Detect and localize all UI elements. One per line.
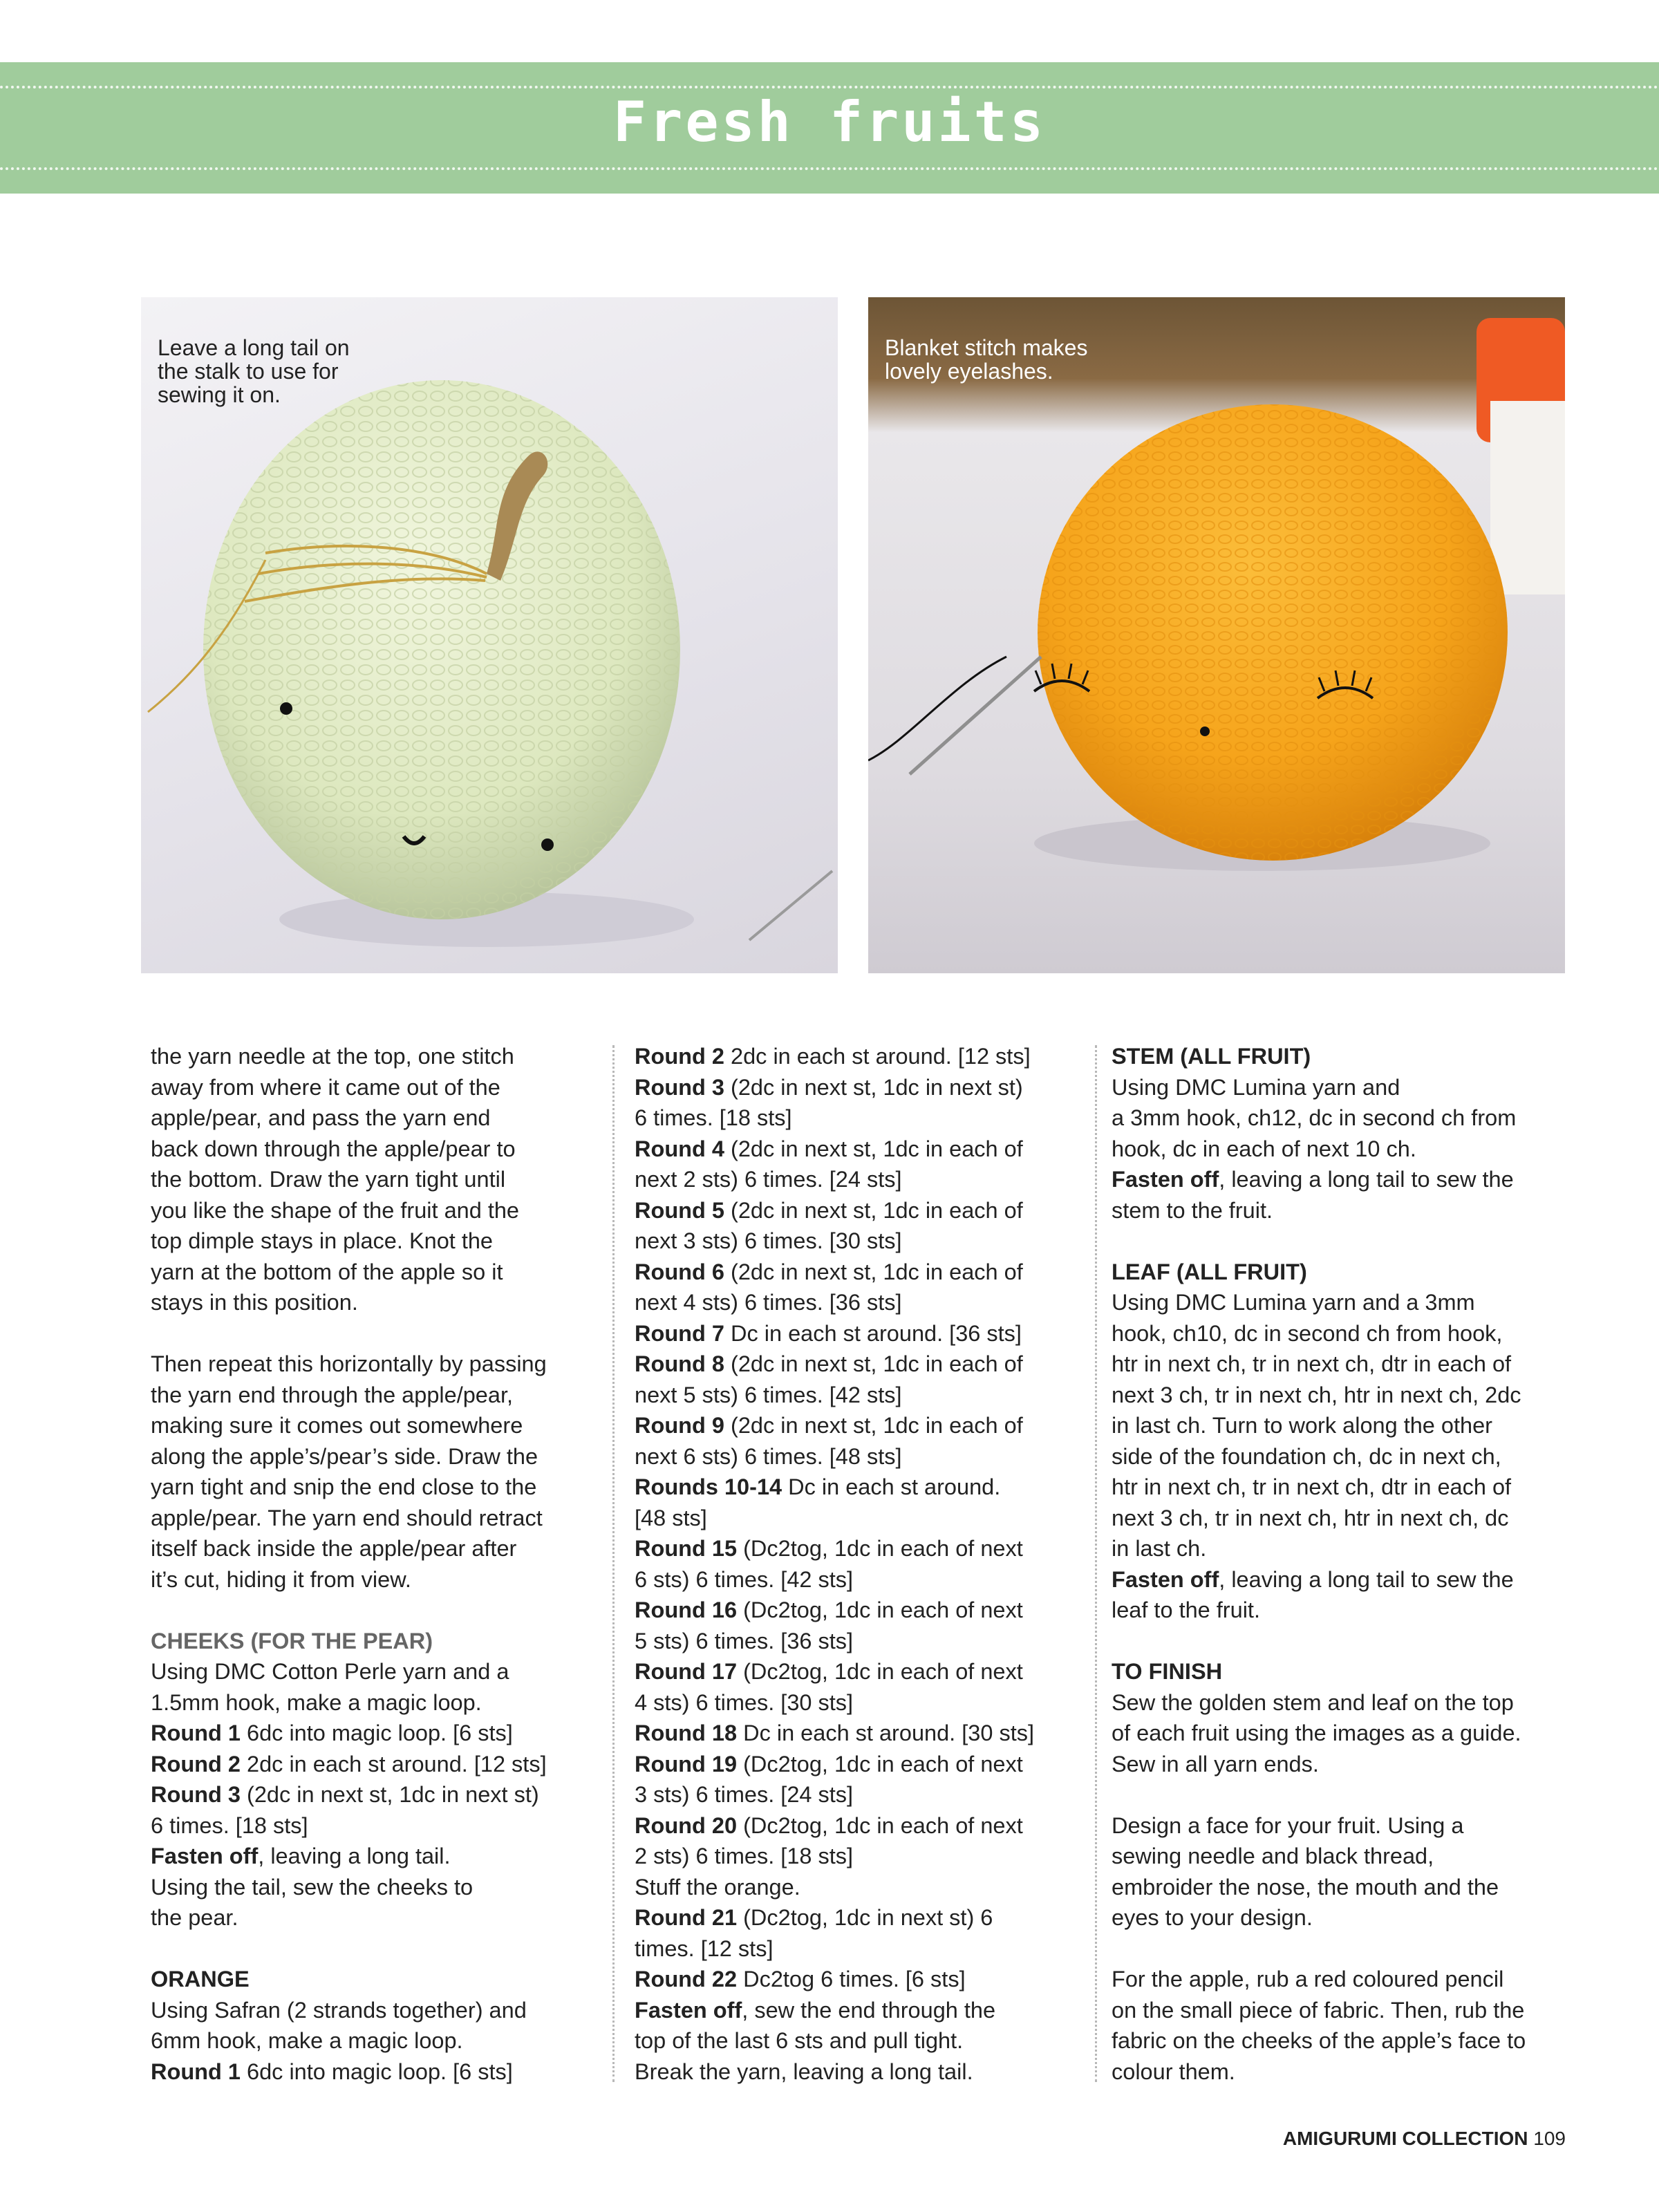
round-instruction: Dc in each st around. <box>782 1474 1001 1499</box>
text-column-2 <box>635 1041 1077 2087</box>
text-line: stays in this position. <box>151 1290 358 1315</box>
text-line: the yarn end through the apple/pear, <box>151 1382 514 1407</box>
round-label: Round 9 <box>635 1413 724 1438</box>
text-column-3 <box>1112 1041 1568 2087</box>
text-line: the pear. <box>151 1905 238 1930</box>
pattern-round <box>635 1810 1077 1841</box>
round-label: Round 17 <box>635 1659 738 1684</box>
round-instruction: Dc in each st around. [30 sts] <box>737 1721 1035 1745</box>
round-instruction: Dc2tog 6 times. [6 sts] <box>737 1967 966 1991</box>
text-line: Using DMC Cotton Perle yarn and a <box>151 1659 509 1684</box>
text-line: Then repeat this horizontally by passing <box>151 1351 547 1376</box>
page-footer <box>1283 2128 1566 2150</box>
pattern-round <box>635 1533 1077 1564</box>
text-line: apple/pear, and pass the yarn end <box>151 1105 491 1130</box>
text-line: it’s cut, hiding it from view. <box>151 1566 411 1592</box>
round-label: Round 4 <box>635 1136 724 1161</box>
pattern-round <box>635 1318 1077 1349</box>
pattern-round <box>151 1749 593 1780</box>
pattern-round <box>1112 1564 1568 1595</box>
text-line: htr in next ch, tr in next ch, dtr in each of <box>1112 1474 1512 1499</box>
round-instruction: (Dc2tog, 1dc in each of next <box>737 1536 1023 1561</box>
black-thread <box>868 657 1006 760</box>
paragraph <box>1112 1964 1568 2087</box>
text-line: 6 times. [18 sts] <box>151 1812 308 1838</box>
text-line: you like the shape of the fruit and the <box>151 1197 519 1223</box>
section-heading: ORANGE <box>151 1967 250 1991</box>
apple-knit-texture <box>203 380 680 919</box>
round-instruction: 6dc into magic loop. [6 sts] <box>240 1721 513 1745</box>
page-number: 109 <box>1533 2128 1566 2149</box>
paragraph <box>1112 1810 1568 1933</box>
text-line: For the apple, rub a red coloured pencil <box>1112 1967 1504 1991</box>
apple-eye-left <box>280 702 292 715</box>
orange-illustration <box>868 297 1565 973</box>
text-line: stem to the fruit. <box>1112 1197 1273 1223</box>
text-line: next 3 ch, tr in next ch, htr in next ch, dc <box>1112 1505 1509 1530</box>
pattern-round <box>635 1410 1077 1441</box>
text-line: 5 sts) 6 times. [36 sts] <box>635 1628 854 1653</box>
text-line: hook, dc in each of next 10 ch. <box>1112 1136 1416 1161</box>
text-line: next 5 sts) 6 times. [42 sts] <box>635 1382 902 1407</box>
text-line: 2 sts) 6 times. [18 sts] <box>635 1844 854 1868</box>
orange-knit-texture <box>1038 404 1508 861</box>
text-line: next 4 sts) 6 times. [36 sts] <box>635 1290 902 1315</box>
round-label: Round 22 <box>635 1967 738 1991</box>
caption-line: Leave a long tail on <box>158 335 350 360</box>
text-line: next 3 sts) 6 times. [30 sts] <box>635 1228 902 1253</box>
pattern-round <box>635 1718 1077 1749</box>
pattern-round <box>635 1041 1077 1072</box>
column-divider <box>612 1045 615 2082</box>
pattern-round <box>635 1656 1077 1687</box>
round-instruction: 6dc into magic loop. [6 sts] <box>240 2059 513 2084</box>
column-divider <box>1095 1045 1097 2082</box>
pattern-round <box>635 1995 1077 2026</box>
round-instruction: Dc in each st around. [36 sts] <box>724 1320 1022 1346</box>
round-label: Round 21 <box>635 1905 738 1930</box>
text-line: embroider the nose, the mouth and the <box>1112 1874 1499 1900</box>
orange-photo <box>868 297 1565 973</box>
magazine-name: AMIGURUMI COLLECTION <box>1282 2128 1528 2149</box>
text-line: of each fruit using the images as a guide. <box>1112 1721 1521 1745</box>
text-line: the yarn needle at the top, one stitch <box>151 1044 514 1069</box>
round-label: Round 2 <box>635 1044 724 1069</box>
round-instruction: (Dc2tog, 1dc in next st) 6 <box>737 1905 993 1930</box>
text-line: htr in next ch, tr in next ch, dtr in each of <box>1112 1351 1512 1376</box>
text-line: hook, ch10, dc in second ch from hook, <box>1112 1320 1503 1346</box>
text-line: side of the foundation ch, dc in next ch, <box>1112 1443 1501 1469</box>
title-banner <box>0 62 1659 194</box>
round-instruction: (Dc2tog, 1dc in each of next <box>737 1597 1023 1622</box>
paragraph <box>151 1041 593 1318</box>
orange-nose <box>1200 727 1210 736</box>
round-instruction: (Dc2tog, 1dc in each of next <box>737 1659 1023 1684</box>
banner-dotted-line-top <box>0 86 1659 88</box>
round-instruction: (Dc2tog, 1dc in each of next <box>737 1751 1023 1777</box>
paragraph <box>151 1349 593 1595</box>
apple-photo-caption <box>158 336 393 406</box>
text-line: colour them. <box>1112 2059 1235 2084</box>
text-line: Break the yarn, leaving a long tail. <box>635 2059 973 2084</box>
pattern-round <box>151 2056 593 2088</box>
text-line: times. [12 sts] <box>635 1936 774 1961</box>
text-line: back down through the apple/pear to <box>151 1136 516 1161</box>
text-line: yarn at the bottom of the apple so it <box>151 1259 503 1284</box>
round-instruction: , leaving a long tail to sew the <box>1219 1566 1514 1592</box>
text-line: sewing needle and black thread, <box>1112 1844 1434 1868</box>
round-instruction: , sew the end through the <box>742 1997 996 2023</box>
text-line: Design a face for your fruit. Using a <box>1112 1812 1464 1838</box>
text-line: yarn tight and snip the end close to the <box>151 1474 537 1499</box>
cheeks-section <box>151 1626 593 1933</box>
pattern-round <box>635 1964 1077 1995</box>
text-line: away from where it came out of the <box>151 1074 500 1100</box>
orange-section <box>151 1964 593 2087</box>
round-label: Fasten off <box>151 1844 259 1868</box>
pattern-round <box>635 1257 1077 1288</box>
round-label: Round 15 <box>635 1536 738 1561</box>
needle <box>910 657 1041 774</box>
text-line: 6 times. [18 sts] <box>635 1105 792 1130</box>
text-line: top of the last 6 sts and pull tight. <box>635 2028 964 2053</box>
round-label: Fasten off <box>635 1997 742 2023</box>
caption-line: sewing it on. <box>158 382 281 407</box>
pattern-round <box>635 1749 1077 1780</box>
round-label: Round 5 <box>635 1197 724 1223</box>
text-column-1 <box>151 1041 593 2087</box>
text-line: eyes to your design. <box>1112 1905 1313 1930</box>
text-line: along the apple’s/pear’s side. Draw the <box>151 1443 538 1469</box>
leaf-section <box>1112 1257 1568 1626</box>
text-line: Stuff the orange. <box>635 1874 800 1900</box>
text-line: on the small piece of fabric. Then, rub the <box>1112 1997 1525 2023</box>
text-line: Sew in all yarn ends. <box>1112 1751 1319 1777</box>
pattern-round <box>635 1595 1077 1626</box>
pattern-round <box>635 1072 1077 1103</box>
text-line: apple/pear. The yarn end should retract <box>151 1505 543 1530</box>
text-line: next 6 sts) 6 times. [48 sts] <box>635 1443 902 1469</box>
round-label: Rounds 10-14 <box>635 1474 782 1499</box>
text-line: 1.5mm hook, make a magic loop. <box>151 1689 482 1715</box>
round-label: Round 16 <box>635 1597 738 1622</box>
round-instruction: (2dc in next st, 1dc in next st) <box>240 1782 539 1807</box>
text-line: 3 sts) 6 times. [24 sts] <box>635 1782 854 1807</box>
round-instruction: 2dc in each st around. [12 sts] <box>724 1044 1031 1069</box>
section-heading: STEM (ALL FRUIT) <box>1112 1044 1311 1069</box>
text-line: leaf to the fruit. <box>1112 1597 1260 1622</box>
text-line: next 2 sts) 6 times. [24 sts] <box>635 1167 902 1192</box>
round-label: Round 7 <box>635 1320 724 1346</box>
text-line: itself back inside the apple/pear after <box>151 1536 517 1561</box>
text-line: 4 sts) 6 times. [30 sts] <box>635 1689 854 1715</box>
section-heading: TO FINISH <box>1112 1659 1223 1684</box>
orange-photo-caption <box>885 336 1134 383</box>
apple-photo <box>141 297 838 973</box>
pattern-round <box>151 1779 593 1810</box>
text-line: fabric on the cheeks of the apple’s face to <box>1112 2028 1526 2053</box>
caption-line: Blanket stitch makes <box>885 335 1088 360</box>
pattern-round <box>1112 1164 1568 1195</box>
text-line: Using DMC Lumina yarn and a 3mm <box>1112 1290 1475 1315</box>
round-instruction: (2dc in next st, 1dc in next st) <box>724 1074 1023 1100</box>
finish-section <box>1112 1656 1568 1779</box>
pattern-round <box>151 1841 593 1872</box>
white-jar <box>1490 401 1565 594</box>
round-label: Round 3 <box>635 1074 724 1100</box>
stem-section <box>1112 1041 1568 1226</box>
text-line: making sure it comes out somewhere <box>151 1413 523 1438</box>
round-instruction: 2dc in each st around. [12 sts] <box>240 1751 547 1777</box>
round-label: Round 3 <box>151 1782 241 1807</box>
needle <box>749 871 832 940</box>
text-line: top dimple stays in place. Knot the <box>151 1228 494 1253</box>
text-line: Using Safran (2 strands together) and <box>151 1997 527 2023</box>
banner-dotted-line-bottom <box>0 167 1659 170</box>
text-line: 6 sts) 6 times. [42 sts] <box>635 1566 854 1592</box>
text-line: in last ch. <box>1112 1536 1207 1561</box>
text-line: Using the tail, sew the cheeks to <box>151 1874 474 1900</box>
pattern-round <box>151 1718 593 1749</box>
round-label: Round 1 <box>151 2059 241 2084</box>
page-title: Fresh fruits <box>613 90 1046 154</box>
text-line: 6mm hook, make a magic loop. <box>151 2028 463 2053</box>
round-instruction: (2dc in next st, 1dc in each of <box>724 1259 1023 1284</box>
pattern-round <box>635 1349 1077 1380</box>
round-label: Round 1 <box>151 1721 241 1745</box>
pattern-round <box>635 1195 1077 1226</box>
section-heading: CHEEKS (FOR THE PEAR) <box>151 1628 433 1653</box>
round-instruction: , leaving a long tail to sew the <box>1219 1167 1514 1192</box>
text-line: [48 sts] <box>635 1505 707 1530</box>
caption-line: the stalk to use for <box>158 359 339 384</box>
pattern-round <box>635 1134 1077 1165</box>
text-line: next 3 ch, tr in next ch, htr in next ch, 2dc <box>1112 1382 1521 1407</box>
pattern-round <box>635 1472 1077 1503</box>
pattern-round <box>635 1902 1077 1933</box>
round-instruction: (Dc2tog, 1dc in each of next <box>737 1812 1023 1838</box>
round-label: Round 6 <box>635 1259 724 1284</box>
round-label: Round 2 <box>151 1751 241 1777</box>
round-label: Round 20 <box>635 1812 738 1838</box>
round-instruction: (2dc in next st, 1dc in each of <box>724 1197 1023 1223</box>
text-line: Using DMC Lumina yarn and <box>1112 1074 1400 1100</box>
apple-eye-right <box>541 838 554 851</box>
round-label: Fasten off <box>1112 1167 1219 1192</box>
text-line: a 3mm hook, ch12, dc in second ch from <box>1112 1105 1517 1130</box>
section-heading: LEAF (ALL FRUIT) <box>1112 1259 1307 1284</box>
round-label: Round 8 <box>635 1351 724 1376</box>
round-label: Fasten off <box>1112 1566 1219 1592</box>
caption-line: lovely eyelashes. <box>885 359 1053 384</box>
text-line: Sew the golden stem and leaf on the top <box>1112 1689 1514 1715</box>
round-instruction: (2dc in next st, 1dc in each of <box>724 1351 1023 1376</box>
text-line: in last ch. Turn to work along the other <box>1112 1413 1492 1438</box>
round-instruction: (2dc in next st, 1dc in each of <box>724 1413 1023 1438</box>
round-instruction: , leaving a long tail. <box>258 1844 451 1868</box>
round-instruction: (2dc in next st, 1dc in each of <box>724 1136 1023 1161</box>
text-line: the bottom. Draw the yarn tight until <box>151 1167 506 1192</box>
round-label: Round 19 <box>635 1751 738 1777</box>
round-label: Round 18 <box>635 1721 738 1745</box>
